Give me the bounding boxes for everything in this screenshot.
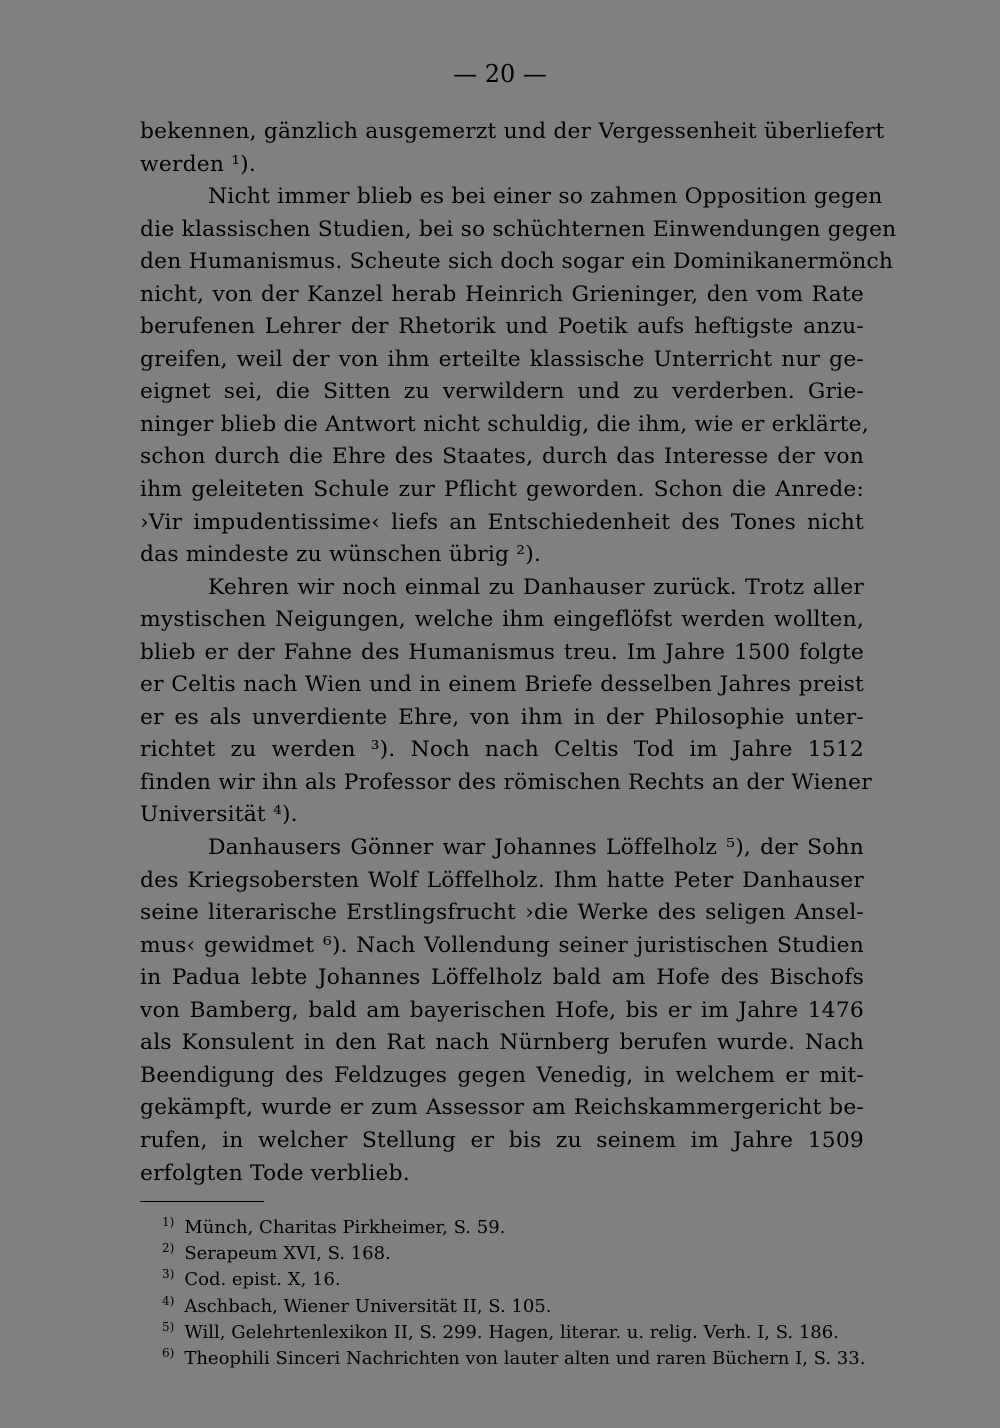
footnote-text: Theophili Sinceri Nachrichten von lauter alten und raren Büchern I, S. 33. (184, 1348, 866, 1370)
text-line: ›Vir impudentissime‹ liefs an Entschiedenheit des Tones nicht (140, 509, 864, 535)
text-line: bekennen, gänzlich ausgemerzt und der Vergessenheit überliefert (140, 119, 885, 144)
footnote (162, 1343, 864, 1369)
text-line: seine literarische Erstlingsfrucht ›die Werke des seligen Ansel- (140, 900, 864, 926)
text-line: Universität ⁴). (140, 802, 298, 828)
footnote-text: Will, Gelehrtenlexikon II, S. 299. Hagen, literar. u. relig. Verh. I, S. 186. (184, 1321, 839, 1343)
text-line: er Celtis nach Wien und in einem Briefe desselben Jahres preist (140, 672, 864, 698)
text-line: rufen, in welcher Stellung er bis zu seinem im Jahre 1509 (140, 1127, 864, 1153)
text-line: von Bamberg, bald am bayerischen Hofe, bis er im Jahre 1476 (140, 997, 864, 1023)
text-line: blieb er der Fahne des Humanismus treu. Im Jahre 1500 folgte (140, 639, 864, 665)
text-line: das mindeste zu wünschen übrig ²). (140, 542, 542, 568)
footnote-mark: 3) (162, 1267, 175, 1282)
footnote (162, 1238, 864, 1264)
page-number: — 20 — (453, 60, 547, 88)
text-line: berufenen Lehrer der Rhetorik und Poetik aufs heftigste anzu- (140, 314, 864, 340)
footnote-mark: 1) (162, 1215, 175, 1229)
footnote-mark: 4) (162, 1293, 175, 1308)
text-line: die klassischen Studien, bei so schüchternen Einwendungen gegen (140, 216, 897, 242)
text-line: schon durch die Ehre des Staates, durch das Interesse der von (140, 444, 864, 470)
footnote-text: Aschbach, Wiener Universität II, S. 105. (184, 1295, 552, 1317)
text-line: als Konsulent in den Rat nach Nürnberg berufen wurde. Nach (140, 1030, 864, 1056)
text-line: Danhausers Gönner war Johannes Löffelholz ⁵), der Sohn (208, 835, 864, 861)
footnote-mark: 2) (162, 1241, 175, 1256)
text-line: mystischen Neigungen, welche ihm eingeflöfst werden wollten, (140, 607, 864, 633)
footnote-divider (140, 1201, 264, 1202)
text-line: den Humanismus. Scheute sich doch sogar ein Dominikanermönch (140, 249, 894, 275)
text-line: gekämpft, wurde er zum Assessor am Reichskammergericht be- (140, 1095, 864, 1121)
text-line: ninger blieb die Antwort nicht schuldig, die ihm, wie er erklärte, (140, 411, 869, 437)
text-line: Kehren wir noch einmal zu Danhauser zurück. Trotz aller (208, 574, 864, 600)
footnote (162, 1317, 864, 1343)
text-line: nicht, von der Kanzel herab Heinrich Grieninger, den vom Rate (140, 281, 864, 307)
text-line: erfolgten Tode verblieb. (140, 1160, 410, 1186)
text-line: Nicht immer blieb es bei einer so zahmen Opposition gegen (208, 184, 883, 210)
text-line: Beendigung des Feldzuges gegen Venedig, in welchem er mit- (140, 1062, 864, 1088)
text-line: greifen, weil der von ihm erteilte klassische Unterricht nur ge- (140, 346, 864, 372)
footnote-mark: 6) (162, 1346, 175, 1361)
text-line: des Kriegsobersten Wolf Löffelholz. Ihm hatte Peter Danhauser (140, 867, 864, 893)
footnote-text: Cod. epist. X, 16. (184, 1269, 341, 1291)
footnote-text: Serapeum XVI, S. 168. (184, 1243, 391, 1265)
text-line: in Padua lebte Johannes Löffelholz bald am Hofe des Bischofs (140, 965, 864, 991)
body-text (140, 116, 897, 1190)
text-line: mus‹ gewidmet ⁶). Nach Vollendung seiner juristischen Studien (140, 932, 864, 958)
footnotes (162, 1212, 864, 1369)
text-line: werden ¹). (140, 151, 256, 177)
footnote (162, 1212, 864, 1238)
footnote-mark: 5) (162, 1319, 175, 1334)
footnote-text: Münch, Charitas Pirkheimer, S. 59. (184, 1217, 506, 1238)
text-line: richtet zu werden ³). Noch nach Celtis Tod im Jahre 1512 (140, 737, 864, 763)
footnote (162, 1291, 864, 1317)
text-line: ihm geleiteten Schule zur Pflicht geworden. Schon die Anrede: (140, 477, 864, 503)
footnote (162, 1264, 864, 1290)
text-line: er es als unverdiente Ehre, von ihm in der Philosophie unter- (140, 704, 864, 730)
text-line: eignet sei, die Sitten zu verwildern und zu verderben. Grie- (140, 379, 864, 405)
text-line: finden wir ihn als Professor des römischen Rechts an der Wiener (140, 769, 872, 795)
